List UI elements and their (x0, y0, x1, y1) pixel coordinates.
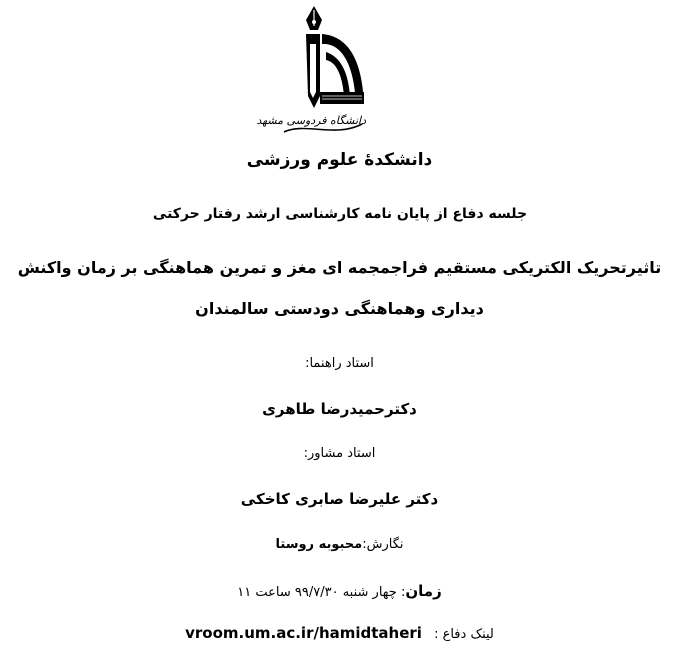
time-label: زمان (405, 582, 442, 600)
time-line (0, 582, 679, 600)
thesis-title-line2: دیداری وهماهنگی دودستی سالمندان (195, 299, 484, 318)
faculty-name: دانشکدهٔ علوم ورزشی (246, 150, 433, 170)
author-line (0, 537, 679, 552)
author-name: محبوبه روستا (275, 537, 363, 552)
thesis-title-line1: تاثیرتحریک الکتریکی مستقیم فراجمجمه ای مغز و تمرین هماهنگی بر زمان واکنش (17, 258, 662, 277)
supervisor-label: استاد راهنما: (305, 356, 374, 371)
advisor-label: استاد مشاور: (303, 446, 376, 461)
author-label: نگارش: (362, 537, 404, 552)
supervisor-name: دکترحمیدرضا طاهری (262, 400, 417, 418)
advisor-name: دکتر علیرضا صابری کاخکی (240, 490, 439, 508)
logo-script-text: دانشگاه فردوسی مشهد (256, 114, 366, 127)
link-label: لینک دفاع : (434, 627, 494, 642)
session-title: جلسه دفاع از پایان نامه کارشناسی ارشد رفتار حرکتی (152, 206, 528, 222)
time-value: : چهار شنبه ۹۹/۷/۳۰ ساعت ۱۱ (237, 585, 406, 600)
defense-link[interactable]: vroom.um.ac.ir/hamidtaheri (185, 624, 422, 642)
university-logo (256, 4, 368, 140)
link-line (0, 624, 679, 642)
